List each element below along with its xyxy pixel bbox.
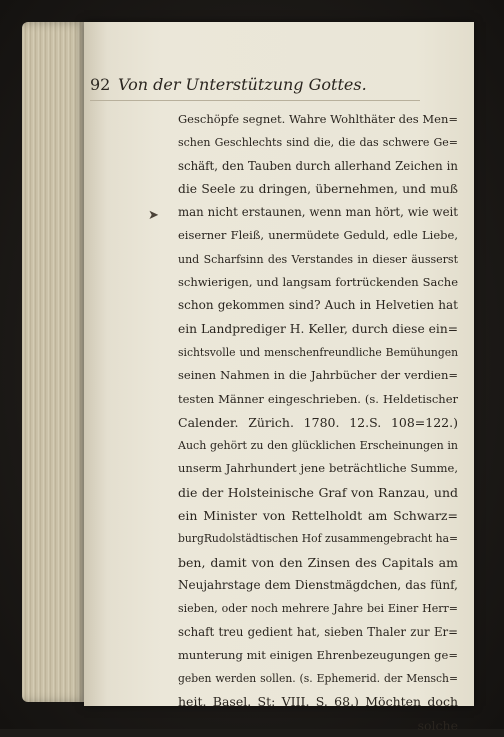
text-line: und Scharfsinn des Verstandes in dieser äusserst [178,252,458,266]
text-line: sichtsvolle und menschenfreundliche Bemühungen [178,345,458,359]
text-line: sieben, oder noch mehrere Jahre bei Einer Herr= [178,602,458,616]
text-line: testen Männer eingeschrieben. (s. Heldetischer [178,391,458,406]
text-line: unserm Jahrhundert jene beträchtliche Summe, [178,461,458,476]
text-line: geben werden sollen. (s. Ephemerid. der Mensch= [178,672,458,686]
text-line: schon gekommen sind? Auch in Helvetien hat [178,298,458,313]
text-line: ein Landprediger H. Keller, durch diese ein= [178,321,458,336]
text-line: burgRudolstädtischen Hof zusammengebracht ha= [178,532,458,546]
margin-pointer-mark: ➤ [148,208,159,223]
text-line: seinen Nahmen in die Jahrbücher der verdien= [178,368,458,383]
catchword: solche [417,717,458,733]
page-body-text [178,108,458,737]
running-head: Von der Unterstützung Gottes. [118,75,367,94]
text-line: schen Geschlechts sind die, die das schwere Ge= [178,136,458,150]
text-line: Calender. Zürich. 1780. 12.S. 108=122.) [178,414,458,430]
book-page-edges [22,22,88,702]
text-line: ein Minister von Rettelholdt am Schwarz= [178,508,458,524]
text-line: munterung mit einigen Ehrenbezeugungen ge= [178,647,458,662]
text-line: heit. Basel. St: VIII. S. 68.) Möchten doch [178,694,458,710]
text-line: Geschöpfe segnet. Wahre Wohlthäter des Men= [178,112,458,126]
page-header [90,75,420,99]
text-line: eiserner Fleiß, unermüdete Geduld, edle Liebe, [178,228,458,243]
text-line: schaft treu gedient hat, sieben Thaler zur Er= [178,624,458,639]
text-line: die Seele zu dringen, übernehmen, und muß [178,181,458,196]
text-line: ben, damit von den Zinsen des Capitals am [178,554,458,570]
text-line: man nicht erstaunen, wenn man hört, wie weit [178,205,458,220]
text-line: Auch gehört zu den glücklichen Erscheinungen in [178,439,458,453]
text-line: Neujahrstage dem Dienstmägdchen, das fünf, [178,577,458,592]
text-line: die der Holsteinische Graf von Ranzau, und [178,484,458,500]
text-line: schäft, den Tauben durch allerhand Zeichen in [178,158,458,173]
text-line: schwierigen, und langsam fortrückenden Sache [178,275,458,290]
page-number: 92 [90,75,111,94]
header-divider [90,100,420,101]
